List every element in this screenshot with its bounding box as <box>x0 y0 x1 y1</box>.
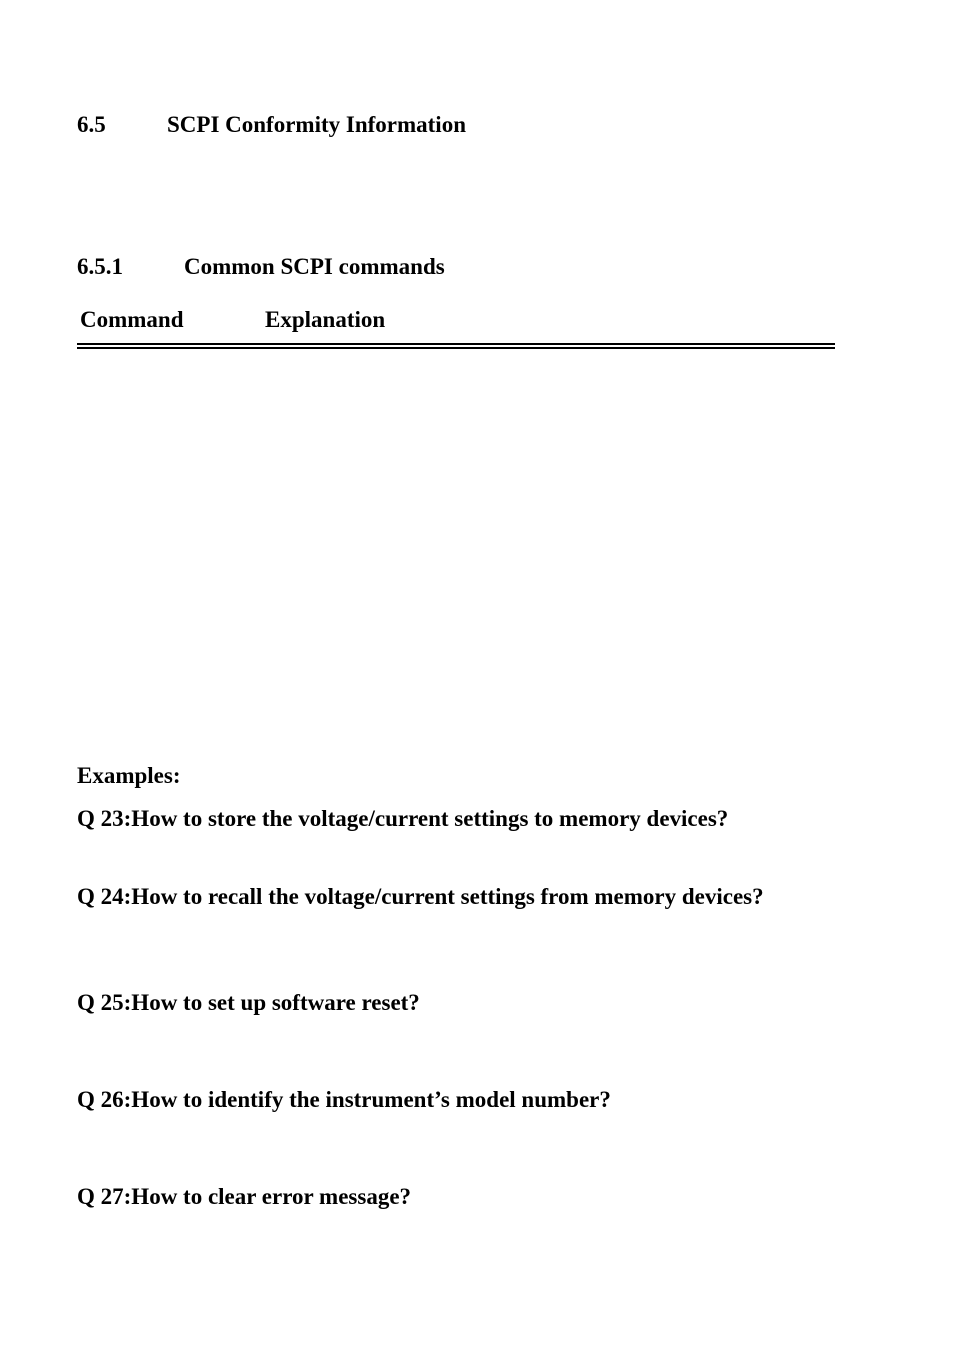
subsection-title: Common SCPI commands <box>184 254 445 279</box>
subsection-number: 6.5.1 <box>77 254 123 279</box>
example-question: Q 24:How to recall the voltage/current settings from memory devices? <box>77 884 764 909</box>
example-question: Q 27:How to clear error message? <box>77 1184 412 1209</box>
section-number: 6.5 <box>77 112 106 137</box>
example-question: Q 26:How to identify the instrument’s model number? <box>77 1087 611 1112</box>
table-header-rule-top <box>77 343 835 345</box>
section-title: SCPI Conformity Information <box>167 112 466 137</box>
examples-heading: Examples: <box>77 763 181 788</box>
example-question: Q 25:How to set up software reset? <box>77 990 420 1015</box>
table-header-rule-bottom <box>77 347 835 349</box>
table-header-explanation: Explanation <box>265 307 386 332</box>
table-header-command: Command <box>80 307 184 332</box>
example-question: Q 23:How to store the voltage/current settings to memory devices? <box>77 806 729 831</box>
